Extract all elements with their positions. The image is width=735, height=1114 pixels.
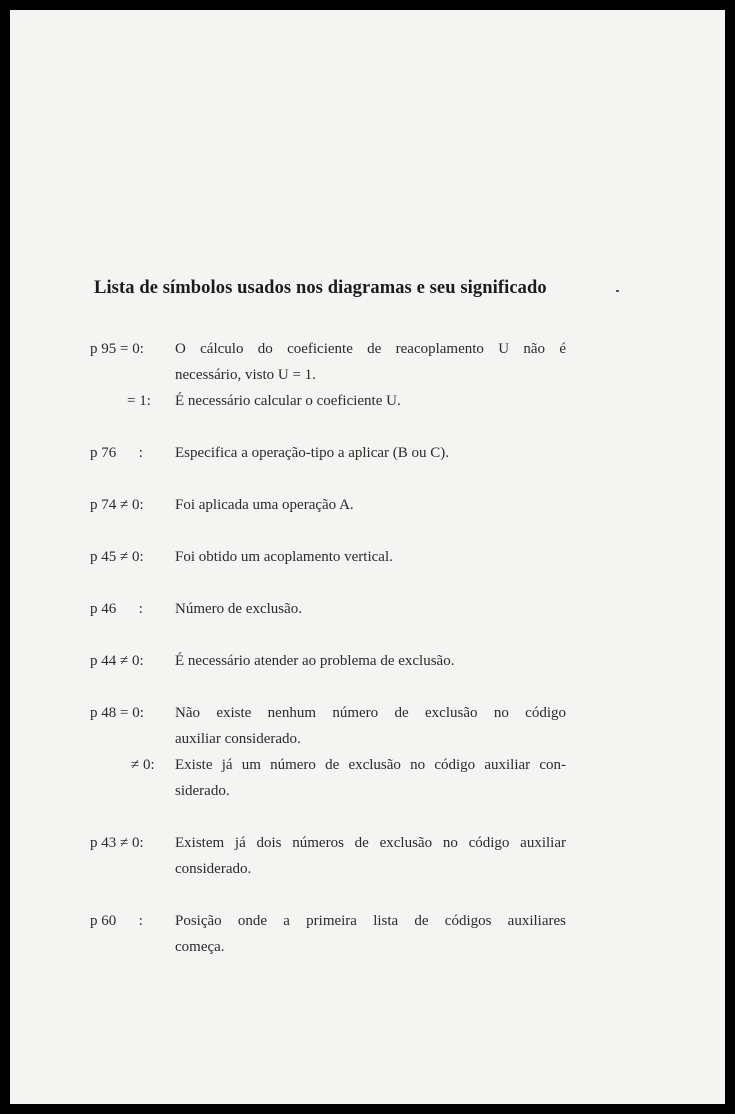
entry-description-line: Foi obtido um acoplamento vertical. bbox=[175, 549, 393, 565]
entry-symbol: p 95 = 0: bbox=[90, 341, 144, 357]
entry-description-line: começa. bbox=[175, 939, 225, 955]
document-page bbox=[10, 10, 725, 1104]
entry-description-line: Não existe nenhum número de exclusão no código bbox=[175, 705, 566, 721]
entry-description-line: considerado. bbox=[175, 861, 252, 877]
stray-mark bbox=[616, 290, 619, 292]
entry-symbol: p 46 : bbox=[90, 601, 143, 617]
entry-description-line: É necessário atender ao problema de exclusão. bbox=[175, 653, 455, 669]
entry-symbol: p 48 = 0: bbox=[90, 705, 144, 721]
entry-symbol: p 60 : bbox=[90, 913, 143, 929]
entry-description-line: Existem já dois números de exclusão no código auxiliar bbox=[175, 835, 566, 851]
entry-description-line: siderado. bbox=[175, 783, 230, 799]
entry-description-line: Posição onde a primeira lista de códigos auxiliares bbox=[175, 913, 566, 929]
entry-description-line: É necessário calcular o coeficiente U. bbox=[175, 393, 401, 409]
entry-description-line: necessário, visto U = 1. bbox=[175, 367, 316, 383]
entry-description-line: Número de exclusão. bbox=[175, 601, 303, 617]
entry-symbol: ≠ 0: bbox=[131, 757, 155, 773]
entry-symbol: = 1: bbox=[127, 393, 151, 409]
entry-description-line: auxiliar considerado. bbox=[175, 731, 301, 747]
entry-symbol: p 44 ≠ 0: bbox=[90, 653, 144, 669]
entry-symbol: p 43 ≠ 0: bbox=[90, 835, 144, 851]
entry-symbol: p 76 : bbox=[90, 445, 143, 461]
entry-symbol: p 74 ≠ 0: bbox=[90, 497, 144, 513]
entry-symbol: p 45 ≠ 0: bbox=[90, 549, 144, 565]
entry-description-line: O cálculo do coeficiente de reacoplamento U não é bbox=[175, 341, 566, 357]
page-title: Lista de símbolos usados nos diagramas e seu significado bbox=[94, 278, 547, 298]
entry-description-line: Especifica a operação-tipo a aplicar (B ou C). bbox=[175, 445, 450, 461]
entry-description-line: Existe já um número de exclusão no código auxiliar con- bbox=[175, 757, 566, 773]
entry-description-line: Foi aplicada uma operação A. bbox=[175, 497, 354, 513]
